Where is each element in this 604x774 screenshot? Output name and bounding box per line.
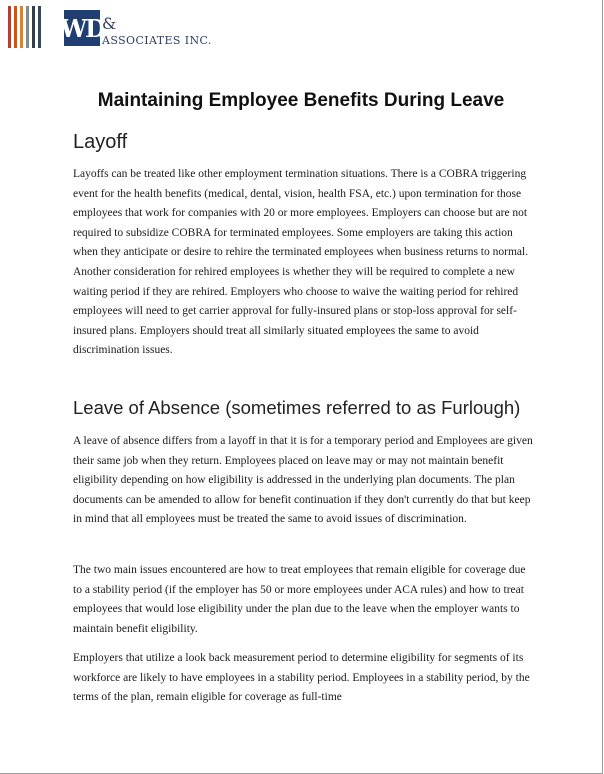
logo-bar bbox=[38, 6, 41, 48]
logo-monogram: WD bbox=[64, 10, 100, 46]
logo-bar bbox=[26, 6, 29, 48]
document-title: Maintaining Employee Benefits During Leave bbox=[97, 90, 505, 111]
section-heading-leave-of-absence: Leave of Absence (sometimes referred to as Furlough) bbox=[73, 397, 521, 418]
paragraph-leave-1: A leave of absence differs from a layoff in that it is for a temporary period and Employees are given their same job when they return. Employees placed on leave may or may not maintain benefit eligibility depending on how eligibility is addressed in the underlying plan documents. The plan documents can be amended to allow for benefit continuation if they don't currently do that but keep in mind that all employees must be treated the same to avoid issues of discrimination. bbox=[73, 435, 533, 526]
paragraph-layoff: Layoffs can be treated like other employment termination situations. There is a COBRA triggering event for the health benefits (medical, dental, vision, health FSA, etc.) upon termination for those employees that work for companies with 20 or more employees. Employers can choose but are not required to subsidize COBRA for terminated employees. Some employers are taking this action when they anticipate or desire to rehire the terminated employees when business returns to normal. Another consideration for rehired employees is whether they will be required to complete a new waiting period if they are rehired. Employers who choose to waive the waiting period for rehired employees will need to get carrier approval for fully-insured plans or stop-loss approval for self-insured plans. Employers should treat all similarly situated employees the same to avoid discrimination issues. bbox=[73, 168, 529, 357]
company-logo bbox=[8, 6, 212, 50]
logo-bar bbox=[32, 6, 35, 48]
logo-bar bbox=[8, 6, 11, 48]
paragraph-leave-2: The two main issues encountered are how to treat employees that remain eligible for coverage due to a stability period (if the employer has 50 or more employees under ACA rules) and how to treat employees that would lose eligibility under the plan due to the leave when the employer wants to maintain benefit eligibility. bbox=[73, 564, 526, 635]
logo-bar bbox=[20, 6, 23, 48]
logo-ampersand: & bbox=[102, 14, 117, 33]
logo-color-bars bbox=[8, 6, 48, 48]
logo-bar bbox=[14, 6, 17, 48]
section-heading-layoff: Layoff bbox=[73, 131, 128, 153]
logo-company-name: ASSOCIATES INC. bbox=[102, 34, 212, 47]
paragraph-leave-3: Employers that utilize a look back measurement period to determine eligibility for segments of its workforce are likely to have employees in a stability period. Employees in a stability period, by the terms of the plan, remain eligible for coverage as full-time bbox=[73, 652, 530, 704]
